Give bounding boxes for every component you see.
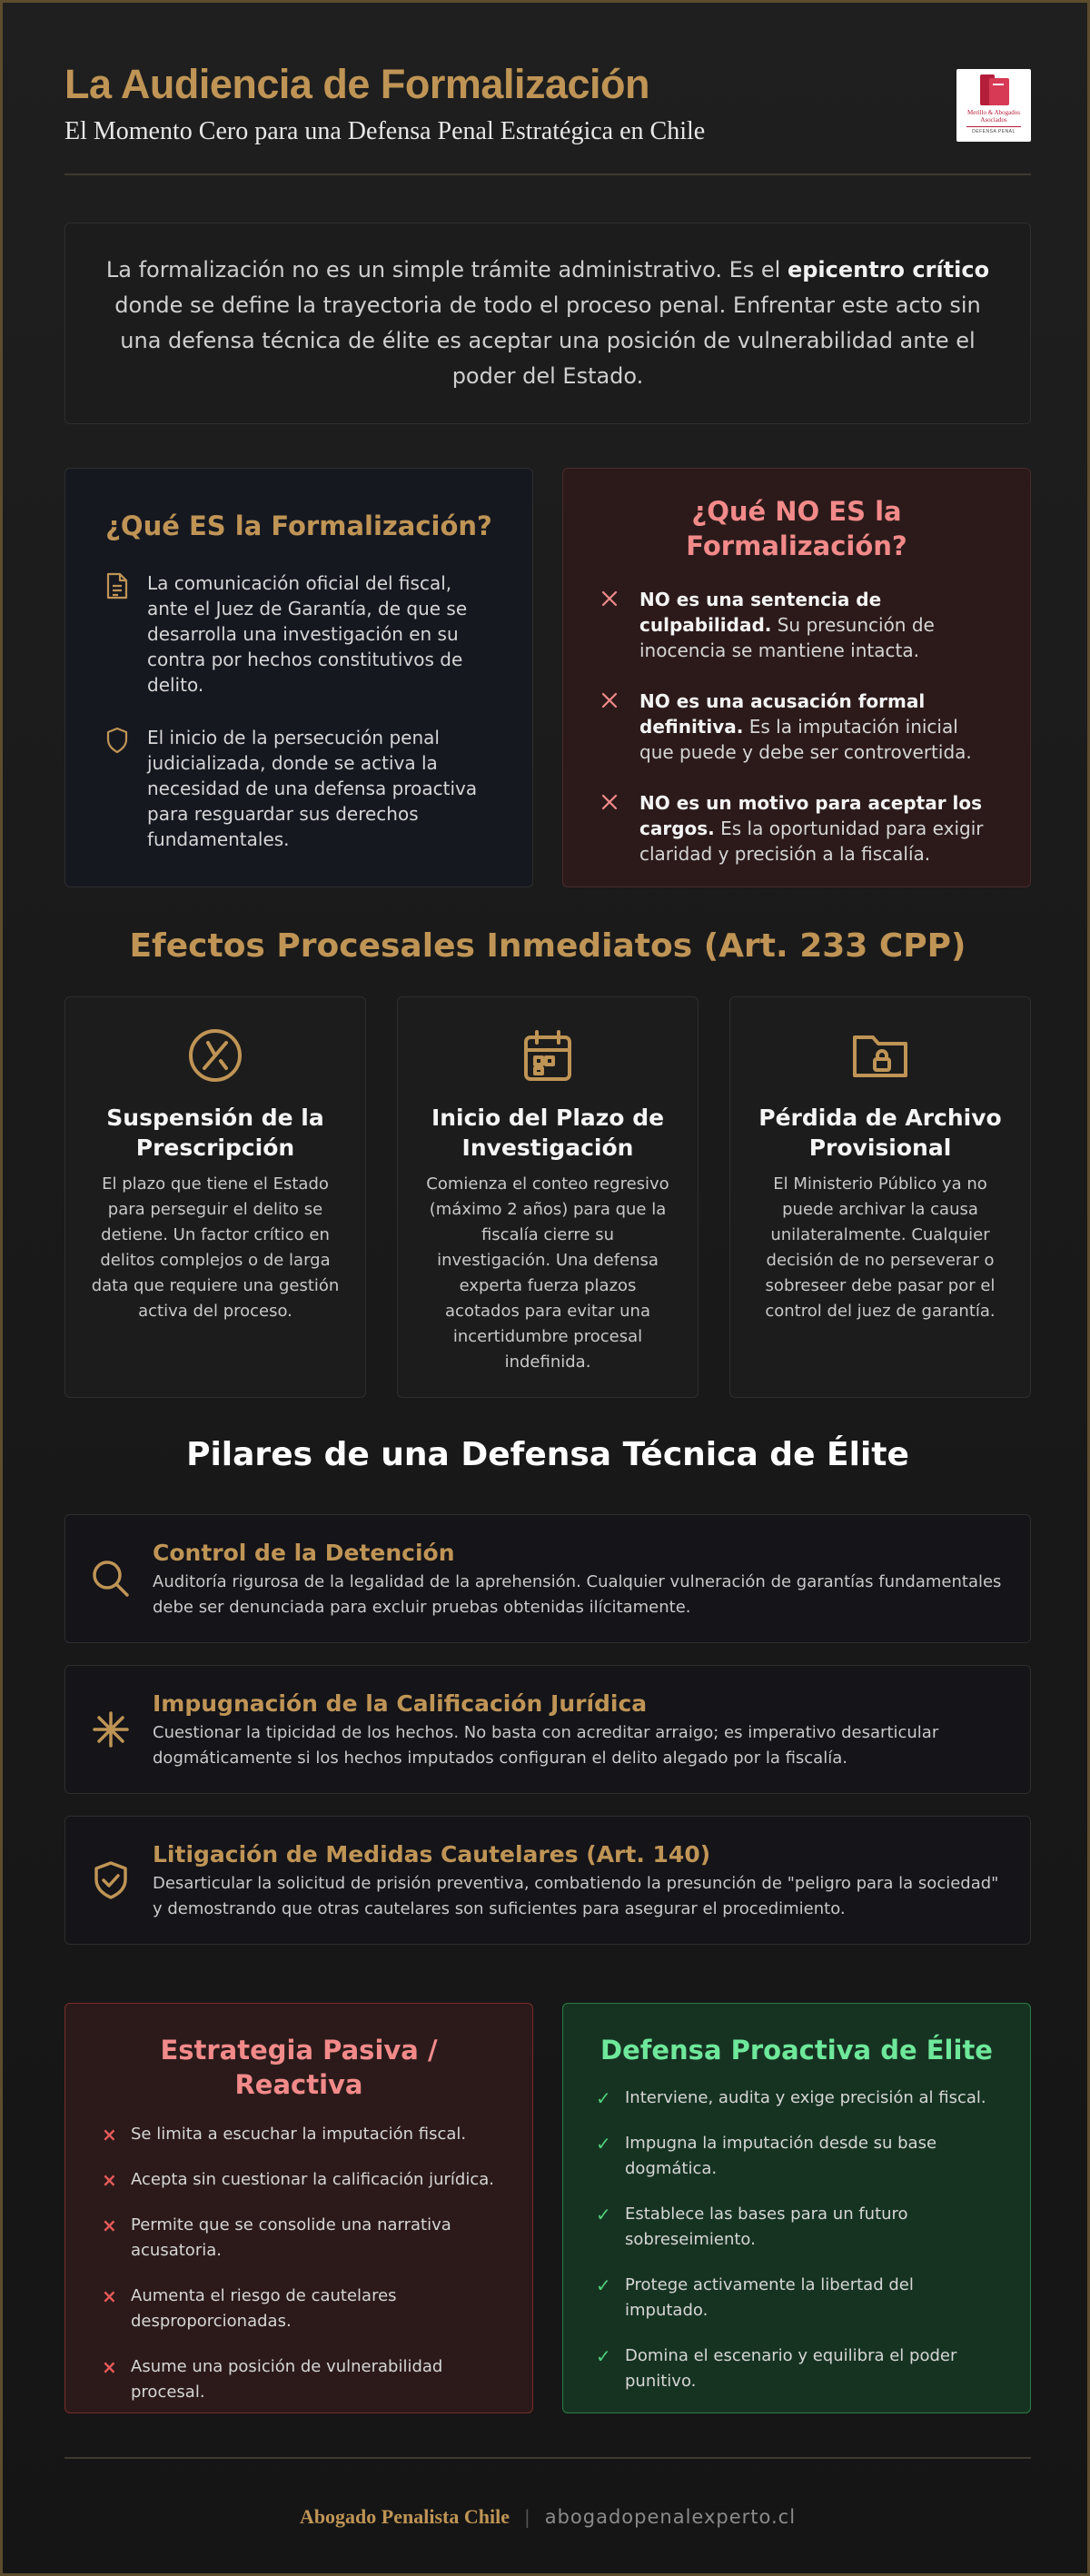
- what-is-not-bold: NO es una sentencia de culpabilidad.: [639, 589, 882, 636]
- effect-card-prescription: [64, 996, 366, 1398]
- list-item: [102, 2284, 496, 2334]
- shield-icon: [105, 725, 133, 852]
- check-icon: ✓: [596, 2345, 611, 2367]
- list-item: [596, 2343, 997, 2394]
- logo-tagline: DEFENSA PENAL: [972, 129, 1016, 134]
- calendar-icon: [423, 1026, 672, 1086]
- passive-strategy-card: [64, 2003, 533, 2413]
- proactive-item: Domina el escenario y equilibra el poder punitivo.: [625, 2346, 957, 2391]
- list-item: [600, 587, 994, 663]
- list-item: [600, 689, 994, 765]
- list-item: [102, 2122, 496, 2147]
- list-item: [596, 2131, 997, 2182]
- intro-card: [64, 223, 1031, 424]
- passive-item: Aumenta el riesgo de cautelares desproporcionadas.: [131, 2286, 397, 2331]
- effect-text: El Ministerio Público ya no puede archivar la causa unilateralmente. Cualquier decisión de no perseverar o sobreseer debe pasar por el control del juez de garantía.: [765, 1174, 996, 1321]
- passive-item: Se limita a escuchar la imputación fiscal.: [131, 2125, 467, 2144]
- intro-text-2: donde se define la trayectoria de todo el proceso penal. Enfrentar este acto sin una defensa técnica de élite es aceptar una posición de vulnerabilidad ante el poder del Estado.: [114, 292, 981, 389]
- list-item: [596, 2202, 997, 2253]
- effect-card-investigation: [397, 996, 699, 1398]
- search-icon: [91, 1539, 131, 1642]
- list-item: [596, 2086, 997, 2111]
- what-is-item-text: La comunicación oficial del fiscal, ante el Juez de Garantía, de que se desarrolla una investigación en su contra por hechos constitutivos de delito.: [147, 572, 468, 696]
- what-is-not-text: Es la oportunidad para exigir claridad y precisión a la fiscalía.: [639, 817, 984, 865]
- page-title: La Audiencia de Formalización: [64, 61, 649, 107]
- list-item: [105, 725, 492, 852]
- list-item: [596, 2273, 997, 2323]
- pillars-title: Pilares de una Defensa Técnica de Élite: [186, 1436, 909, 1473]
- pillar-text: Desarticular la solicitud de prisión preventiva, combatiendo la presunción de "peligro para la sociedad" y demostrando que otras cautelares son suficientes para asegurar el procedimiento.: [153, 1874, 999, 1918]
- shield-check-icon: [91, 1840, 131, 1944]
- check-icon: ✓: [596, 2133, 611, 2155]
- cross-icon: ×: [102, 2124, 117, 2145]
- what-is-title: ¿Qué ES la Formalización?: [105, 510, 492, 541]
- effect-title: Suspensión de la Prescripción: [106, 1105, 324, 1161]
- list-item: [102, 2213, 496, 2264]
- check-icon: ✓: [596, 2274, 611, 2296]
- logo-mark-icon: [976, 73, 1011, 107]
- cross-icon: ×: [102, 2285, 117, 2307]
- intro-bold: epicentro crítico: [787, 257, 990, 282]
- close-icon: [600, 587, 623, 663]
- what-is-not-text: Es la imputación inicial que puede y debe ser controvertida.: [639, 716, 972, 763]
- pillar-precautionary-measures: [64, 1816, 1031, 1945]
- effect-title: Pérdida de Archivo Provisional: [758, 1105, 1002, 1161]
- footer-brand[interactable]: Abogado Penalista Chile: [299, 2505, 510, 2528]
- pillar-text: Auditoría rigurosa de la legalidad de la aprehensión. Cualquier vulneración de garantías fundamentales debe ser denunciada para excluir pruebas obtenidas ilícitamente.: [153, 1572, 1002, 1617]
- list-item: [102, 2354, 496, 2405]
- passive-item: Asume una posición de vulnerabilidad procesal.: [131, 2357, 443, 2402]
- intro-text-1: La formalización no es un simple trámite administrativo. Es el: [105, 257, 788, 282]
- list-item: [600, 790, 994, 867]
- check-icon: ✓: [596, 2204, 611, 2225]
- what-is-item-text: El inicio de la persecución penal judicializada, donde se activa la necesidad de una defensa proactiva para resguardar sus derechos fundamentales.: [147, 727, 478, 850]
- pillar-detention-control: [64, 1514, 1031, 1643]
- footer-separator: |: [523, 2506, 530, 2528]
- effect-title: Inicio del Plazo de Investigación: [431, 1105, 665, 1161]
- what-is-not-bold: NO es un motivo para aceptar los cargos.: [639, 792, 983, 839]
- list-item: [102, 2167, 496, 2193]
- asterisk-icon: [91, 1689, 131, 1793]
- passive-title: Estrategia Pasiva / Reactiva: [160, 2035, 438, 2100]
- pillar-text: Cuestionar la tipicidad de los hechos. No basta con acreditar arraigo; es imperativo desarticular dogmáticamente si los hechos imputados configuran el delito alegado por la fiscalía.: [153, 1723, 939, 1768]
- header: [64, 57, 1031, 175]
- what-is-not-card: [562, 468, 1031, 887]
- what-is-not-title: ¿Qué NO ES la Formalización?: [686, 496, 907, 561]
- proactive-item: Protege activamente la libertad del imputado.: [625, 2275, 914, 2320]
- effects-title: Efectos Procesales Inmediatos (Art. 233 CPP): [129, 927, 966, 965]
- effect-text: El plazo que tiene el Estado para perseguir el delito se detiene. Un factor crítico en delitos complejos o de larga data que requiere una gestión activa del proceso.: [91, 1174, 340, 1321]
- footer-url-link[interactable]: abogadopenalexperto.cl: [544, 2506, 797, 2528]
- pillar-title: Control de la Detención: [153, 1540, 455, 1566]
- what-is-not-text: Su presunción de inocencia se mantiene intacta.: [639, 614, 935, 661]
- footer: [64, 2457, 1031, 2530]
- passive-item: Acepta sin cuestionar la calificación jurídica.: [131, 2170, 494, 2189]
- page-subtitle: El Momento Cero para una Defensa Penal Estratégica en Chile: [64, 117, 706, 145]
- what-is-not-bold: NO es una acusación formal definitiva.: [639, 690, 926, 738]
- passive-item: Permite que se consolide una narrativa acusatoria.: [131, 2215, 451, 2260]
- cross-icon: ×: [102, 2356, 117, 2378]
- folder-lock-icon: [756, 1026, 1005, 1086]
- cross-icon: ×: [102, 2169, 117, 2191]
- firm-logo[interactable]: [956, 69, 1031, 142]
- close-icon: [600, 790, 623, 867]
- pillar-title: Impugnación de la Calificación Jurídica: [153, 1690, 648, 1717]
- effect-text: Comienza el conteo regresivo (máximo 2 años) para que la fiscalía cierre su investigación. Una defensa experta fuerza plazos acotados para evitar una incertidumbre procesal indefinida.: [426, 1174, 669, 1372]
- effect-card-archive: [729, 996, 1031, 1398]
- proactive-defense-card: [562, 2003, 1031, 2413]
- close-icon: [600, 689, 623, 765]
- pillar-title: Litigación de Medidas Cautelares (Art. 140): [153, 1841, 711, 1868]
- proactive-title: Defensa Proactiva de Élite: [600, 2035, 993, 2066]
- pillar-legal-qualification: [64, 1665, 1031, 1794]
- list-item: [105, 570, 492, 698]
- proactive-item: Establece las bases para un futuro sobreseimiento.: [625, 2204, 908, 2249]
- proactive-item: Interviene, audita y exige precisión al fiscal.: [625, 2088, 986, 2107]
- check-icon: ✓: [596, 2087, 611, 2109]
- logo-name: Merillo & Abogados Asociados: [967, 109, 1020, 124]
- cross-icon: ×: [102, 2214, 117, 2236]
- clock-pause-icon: [91, 1026, 340, 1086]
- document-icon: [105, 570, 133, 698]
- what-is-card: [64, 468, 533, 887]
- proactive-item: Impugna la imputación desde su base dogmática.: [625, 2134, 937, 2178]
